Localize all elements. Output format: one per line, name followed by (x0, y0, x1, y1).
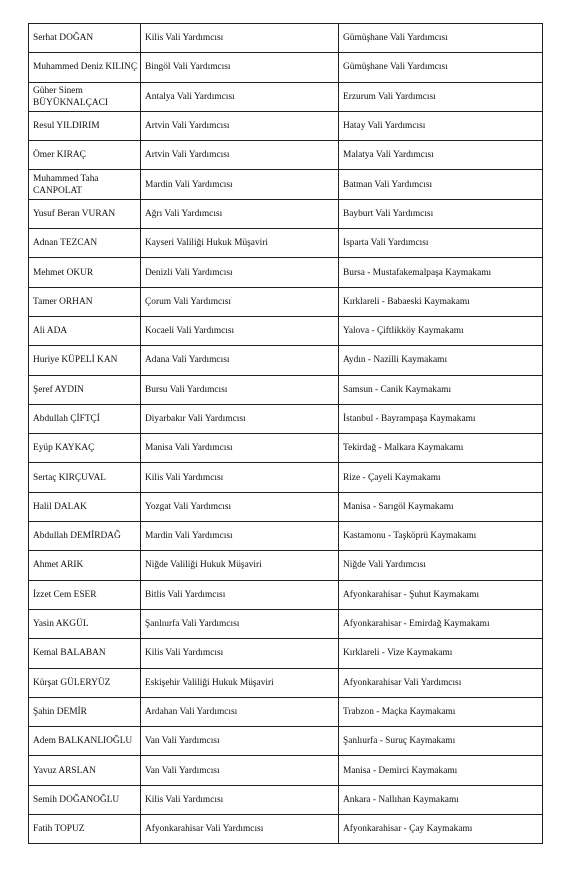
new-position-cell: Gümüşhane Vali Yardımcısı (339, 53, 543, 82)
new-position-cell: Afyonkarahisar Vali Yardımcısı (339, 668, 543, 697)
current-position-cell: Artvin Vali Yardımcısı (141, 111, 339, 140)
person-name-cell: Güher Sinem BÜYÜKNALÇACI (29, 82, 141, 111)
table-row (29, 82, 543, 111)
new-position-cell: Kırklareli - Vize Kaymakamı (339, 639, 543, 668)
new-position-cell: Afyonkarahisar - Emirdağ Kaymakamı (339, 609, 543, 638)
current-position-cell: Mardin Vali Yardımcısı (141, 522, 339, 551)
person-name-cell: Ahmet ARIK (29, 551, 141, 580)
current-position-cell: Bingöl Vali Yardımcısı (141, 53, 339, 82)
current-position-cell: Ardahan Vali Yardımcısı (141, 697, 339, 726)
table-row (29, 580, 543, 609)
current-position-cell: Kilis Vali Yardımcısı (141, 463, 339, 492)
new-position-cell: Hatay Vali Yardımcısı (339, 111, 543, 140)
person-name-cell: Ali ADA (29, 316, 141, 345)
table-row (29, 111, 543, 140)
person-name-cell: Kemal BALABAN (29, 639, 141, 668)
person-name-cell: Fatih TOPUZ (29, 815, 141, 844)
new-position-cell: Afyonkarahisar - Çay Kaymakamı (339, 815, 543, 844)
person-name-cell: Mehmet OKUR (29, 258, 141, 287)
table-row (29, 551, 543, 580)
current-position-cell: Afyonkarahisar Vali Yardımcısı (141, 815, 339, 844)
current-position-cell: Kilis Vali Yardımcısı (141, 24, 339, 53)
person-name-cell: Abdullah DEMİRDAĞ (29, 522, 141, 551)
current-position-cell: Antalya Vali Yardımcısı (141, 82, 339, 111)
table-row (29, 756, 543, 785)
new-position-cell: Malatya Vali Yardımcısı (339, 141, 543, 170)
person-name-cell: Sertaç KIRÇUVAL (29, 463, 141, 492)
current-position-cell: Van Vali Yardımcısı (141, 727, 339, 756)
person-name-cell: Muhammed Taha CANPOLAT (29, 170, 141, 199)
table-row (29, 492, 543, 521)
new-position-cell: Gümüşhane Vali Yardımcısı (339, 24, 543, 53)
table-row (29, 434, 543, 463)
new-position-cell: Kastamonu - Taşköprü Kaymakamı (339, 522, 543, 551)
current-position-cell: Adana Vali Yardımcısı (141, 346, 339, 375)
table-row (29, 815, 543, 844)
person-name-cell: Adnan TEZCAN (29, 229, 141, 258)
current-position-cell: Mardin Vali Yardımcısı (141, 170, 339, 199)
table-row (29, 170, 543, 199)
table-row (29, 346, 543, 375)
person-name-cell: Eyüp KAYKAÇ (29, 434, 141, 463)
person-name-cell: Kürşat GÜLERYÜZ (29, 668, 141, 697)
new-position-cell: Niğde Vali Yardımcısı (339, 551, 543, 580)
new-position-cell: Manisa - Demirci Kaymakamı (339, 756, 543, 785)
current-position-cell: Kocaeli Vali Yardımcısı (141, 316, 339, 345)
table-row (29, 258, 543, 287)
current-position-cell: Bursu Vali Yardımcısı (141, 375, 339, 404)
person-name-cell: Halil DALAK (29, 492, 141, 521)
new-position-cell: Ankara - Nallıhan Kaymakamı (339, 785, 543, 814)
new-position-cell: Trabzon - Maçka Kaymakamı (339, 697, 543, 726)
table-row (29, 199, 543, 228)
person-name-cell: Yasin AKGÜL (29, 609, 141, 638)
current-position-cell: Bitlis Vali Yardımcısı (141, 580, 339, 609)
current-position-cell: Yozgat Vali Yardımcısı (141, 492, 339, 521)
new-position-cell: Bursa - Mustafakemalpaşa Kaymakamı (339, 258, 543, 287)
new-position-cell: Tekirdağ - Malkara Kaymakamı (339, 434, 543, 463)
table-row (29, 522, 543, 551)
person-name-cell: Şahin DEMİR (29, 697, 141, 726)
table-row (29, 639, 543, 668)
current-position-cell: Artvin Vali Yardımcısı (141, 141, 339, 170)
person-name-cell: Yavuz ARSLAN (29, 756, 141, 785)
table-row (29, 463, 543, 492)
person-name-cell: Ömer KIRAÇ (29, 141, 141, 170)
current-position-cell: Denizli Vali Yardımcısı (141, 258, 339, 287)
table-row (29, 141, 543, 170)
current-position-cell: Manisa Vali Yardımcısı (141, 434, 339, 463)
new-position-cell: Şanlıurfa - Suruç Kaymakamı (339, 727, 543, 756)
new-position-cell: Bayburt Vali Yardımcısı (339, 199, 543, 228)
new-position-cell: Manisa - Sarıgöl Kaymakamı (339, 492, 543, 521)
current-position-cell: Diyarbakır Vali Yardımcısı (141, 404, 339, 433)
current-position-cell: Çorum Vali Yardımcısı (141, 287, 339, 316)
new-position-cell: Erzurum Vali Yardımcısı (339, 82, 543, 111)
appointment-table-body (29, 24, 543, 844)
person-name-cell: Adem BALKANLIOĞLU (29, 727, 141, 756)
new-position-cell: Aydın - Nazilli Kaymakamı (339, 346, 543, 375)
table-row (29, 287, 543, 316)
new-position-cell: Yalova - Çiftlikköy Kaymakamı (339, 316, 543, 345)
person-name-cell: Serhat DOĞAN (29, 24, 141, 53)
table-row (29, 668, 543, 697)
table-row (29, 697, 543, 726)
current-position-cell: Niğde Valiliği Hukuk Müşaviri (141, 551, 339, 580)
person-name-cell: Şeref AYDIN (29, 375, 141, 404)
table-row (29, 53, 543, 82)
current-position-cell: Van Vali Yardımcısı (141, 756, 339, 785)
table-row (29, 727, 543, 756)
new-position-cell: Batman Vali Yardımcısı (339, 170, 543, 199)
current-position-cell: Ağrı Vali Yardımcısı (141, 199, 339, 228)
new-position-cell: Kırklareli - Babaeski Kaymakamı (339, 287, 543, 316)
table-row (29, 375, 543, 404)
table-row (29, 229, 543, 258)
table-row (29, 24, 543, 53)
person-name-cell: Resul YILDIRIM (29, 111, 141, 140)
current-position-cell: Kilis Vali Yardımcısı (141, 785, 339, 814)
current-position-cell: Eskişehir Valiliği Hukuk Müşaviri (141, 668, 339, 697)
new-position-cell: Afyonkarahisar - Şuhut Kaymakamı (339, 580, 543, 609)
table-row (29, 609, 543, 638)
appointment-table (28, 23, 543, 844)
table-row (29, 404, 543, 433)
new-position-cell: İstanbul - Bayrampaşa Kaymakamı (339, 404, 543, 433)
new-position-cell: Isparta Vali Yardımcısı (339, 229, 543, 258)
current-position-cell: Kayseri Valiliği Hukuk Müşaviri (141, 229, 339, 258)
person-name-cell: Huriye KÜPELİ KAN (29, 346, 141, 375)
person-name-cell: Abdullah ÇİFTÇİ (29, 404, 141, 433)
person-name-cell: Semih DOĞANOĞLU (29, 785, 141, 814)
table-row (29, 785, 543, 814)
person-name-cell: İzzet Cem ESER (29, 580, 141, 609)
table-row (29, 316, 543, 345)
current-position-cell: Şanlıurfa Vali Yardımcısı (141, 609, 339, 638)
current-position-cell: Kilis Vali Yardımcısı (141, 639, 339, 668)
person-name-cell: Tamer ORHAN (29, 287, 141, 316)
new-position-cell: Rize - Çayeli Kaymakamı (339, 463, 543, 492)
person-name-cell: Muhammed Deniz KILINÇ (29, 53, 141, 82)
new-position-cell: Samsun - Canik Kaymakamı (339, 375, 543, 404)
person-name-cell: Yusuf Beran VURAN (29, 199, 141, 228)
